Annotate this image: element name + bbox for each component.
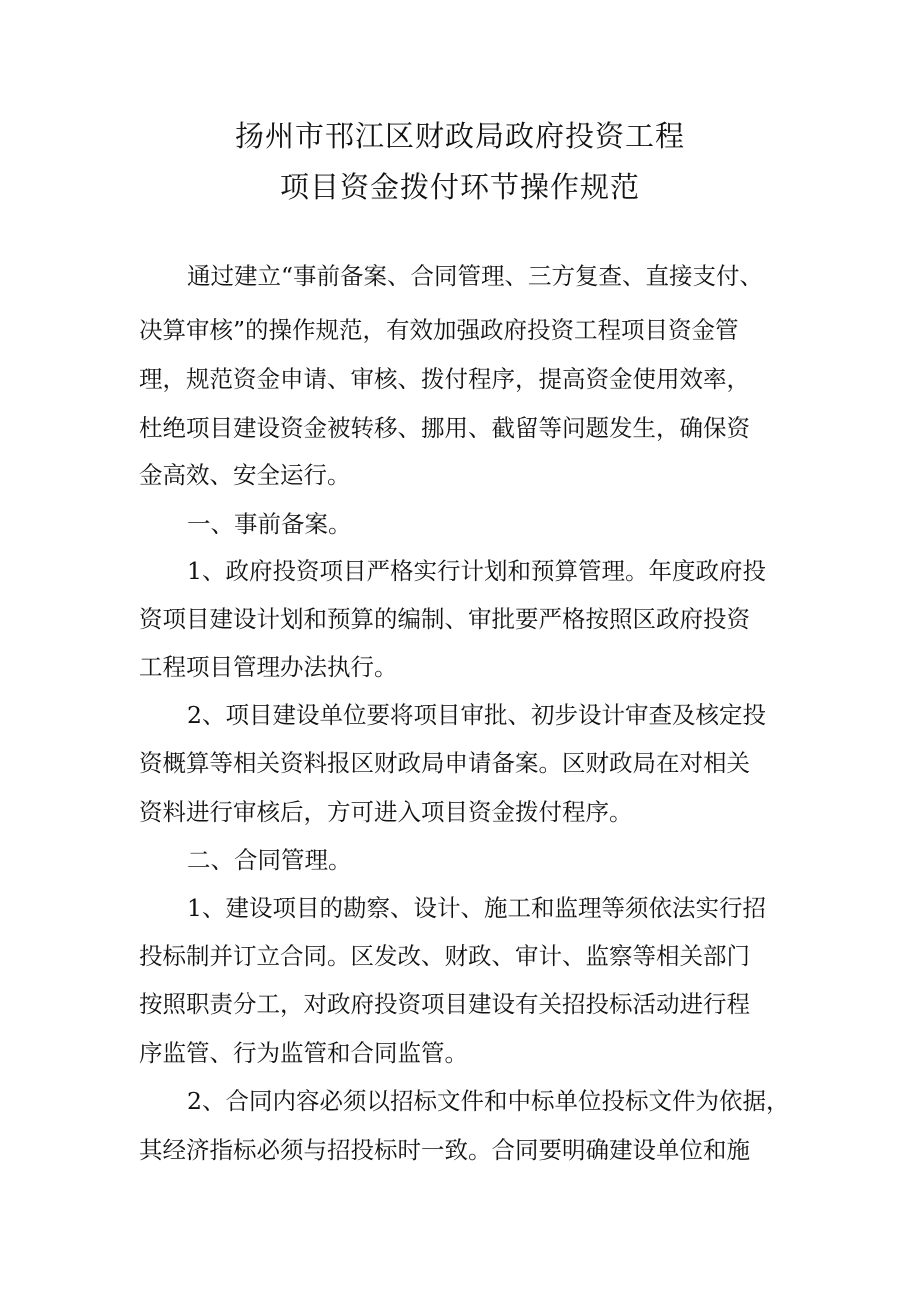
paragraph-line: 2、项目建设单位要将项目审批、初步设计审查及核定投: [187, 701, 766, 729]
paragraph-line: 杜绝项目建设资金被转移、挪用、截留等问题发生，确保资: [139, 414, 750, 442]
paragraph-line: 通过建立“事前备案、合同管理、三方复查、直接支付、: [187, 262, 764, 290]
paragraph-line: 资概算等相关资料报区财政局申请备案。区财政局在对相关: [139, 749, 750, 777]
paragraph-line: 理，规范资金申请、审核、拨付程序，提高资金使用效率，: [139, 365, 750, 393]
section-heading: 二、合同管理。: [187, 846, 352, 874]
document-title-line-2: 项目资金拨付环节操作规范: [279, 170, 640, 204]
paragraph-line: 资料进行审核后，方可进入项目资金拨付程序。: [139, 798, 633, 826]
paragraph-line: 投标制并订立合同。区发改、财政、审计、监察等相关部门: [139, 942, 750, 970]
paragraph-line: 按照职责分工，对政府投资项目建设有关招投标活动进行程: [139, 990, 750, 1018]
paragraph-line: 1、政府投资项目严格实行计划和预算管理。年度政府投: [187, 557, 766, 585]
document-title-line-1: 扬州市邗江区财政局政府投资工程: [234, 119, 685, 153]
paragraph-line: 工程项目管理办法执行。: [139, 653, 398, 681]
paragraph-line: 其经济指标必须与招投标时一致。合同要明确建设单位和施: [139, 1136, 750, 1164]
paragraph-line: 2、合同内容必须以招标文件和中标单位投标文件为依据，: [187, 1087, 790, 1115]
paragraph-line: 序监管、行为监管和合同监管。: [139, 1039, 468, 1067]
paragraph-line: 决算审核”的操作规范，有效加强政府投资工程项目资金管: [139, 316, 739, 344]
section-heading: 一、事前备案。: [187, 510, 352, 538]
paragraph-line: 资项目建设计划和预算的编制、审批要严格按照区政府投资: [139, 605, 750, 633]
paragraph-line: 金高效、安全运行。: [139, 461, 351, 489]
paragraph-line: 1、建设项目的勘察、设计、施工和监理等须依法实行招: [187, 894, 766, 922]
